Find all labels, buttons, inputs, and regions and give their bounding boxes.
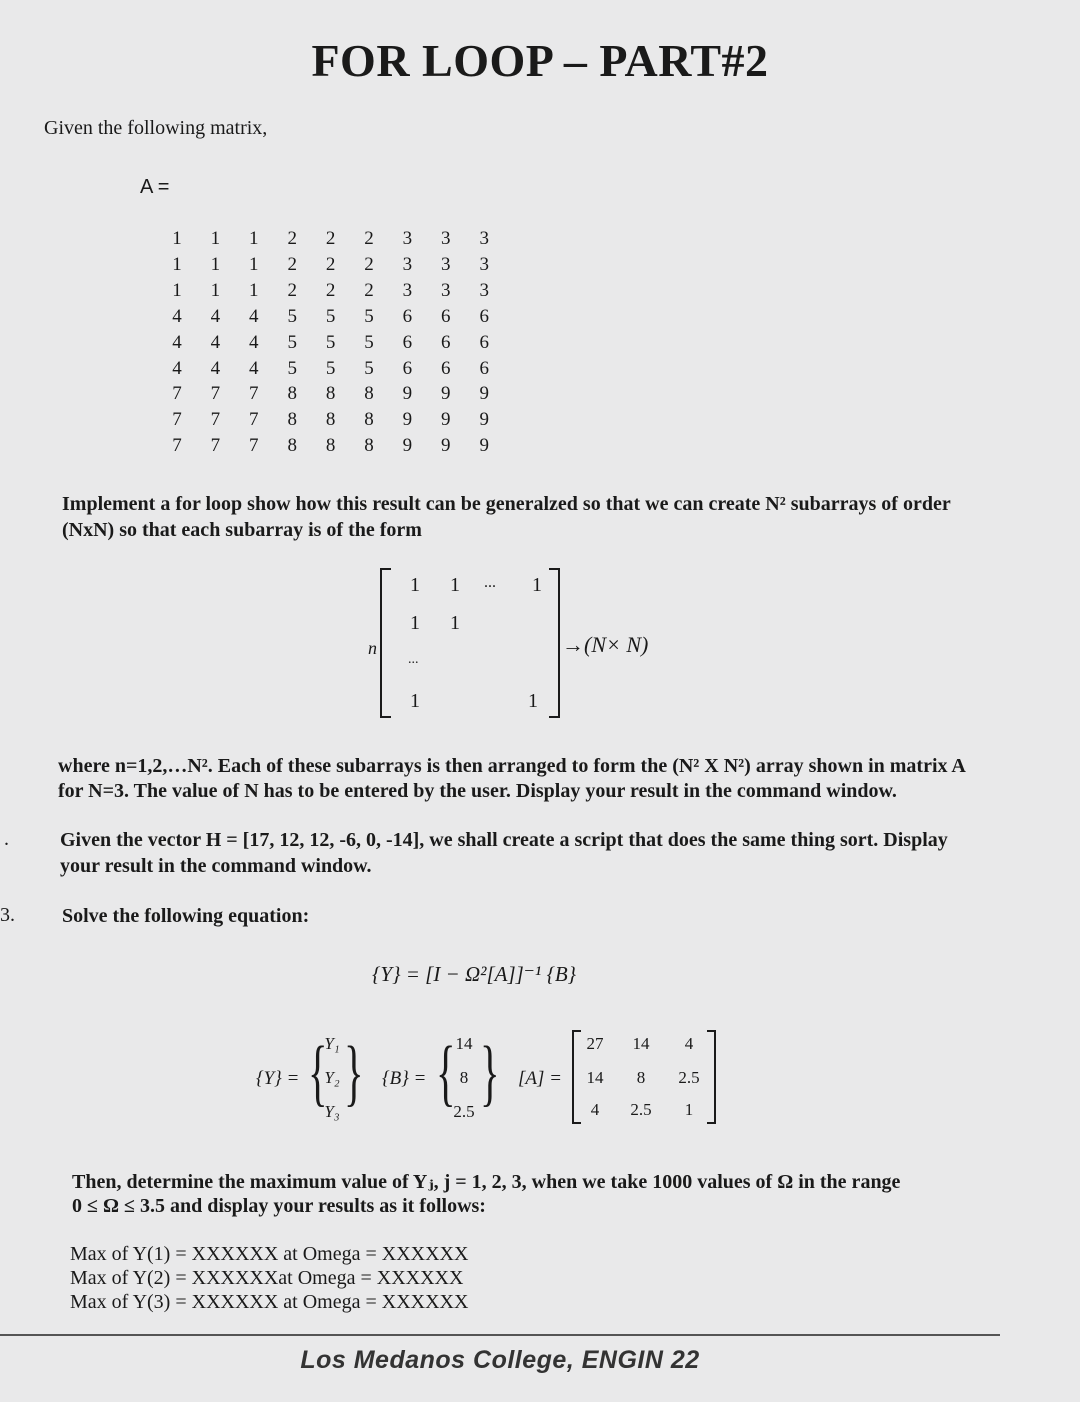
matrix-a-cell: 8 <box>364 383 374 405</box>
q1-line1: Implement a for loop show how this result can be generalzed so that we can create N² subarrays of order <box>62 493 951 515</box>
mat-a2-cell: 4 <box>590 1100 600 1119</box>
matrix-a-cell: 2 <box>364 228 374 249</box>
matrix-a-cell: 4 <box>249 305 259 327</box>
matrix-a-cell: 3 <box>441 253 451 275</box>
gen-cell: 1 <box>450 574 460 596</box>
vec-y-item: Y₁ <box>324 1034 340 1053</box>
q3-line1: Solve the following equation: <box>62 905 310 927</box>
matrix-a-cell: 6 <box>402 357 413 379</box>
matrix-a-cell: 8 <box>325 383 336 405</box>
gen-cell: 1 <box>532 574 542 596</box>
matrix-a-cell: 2 <box>287 228 297 249</box>
matrix-a-cell: 2 <box>325 253 336 275</box>
matrix-a-cell: 4 <box>172 331 182 353</box>
output-line-3: Max of Y(3) = XXXXXX at Omega = XXXXXX <box>70 1291 469 1313</box>
matrix-a-cell: 3 <box>402 228 413 249</box>
vec-b-item: 8 <box>459 1068 469 1087</box>
q3-number: 3. <box>0 904 15 926</box>
matrix-a-cell: 3 <box>441 279 451 301</box>
matrix-a-cell: 9 <box>441 409 451 431</box>
matrix-a-cell: 8 <box>364 409 374 431</box>
bracket-right <box>549 568 560 718</box>
matrix-a-cell: 8 <box>364 435 374 457</box>
matrix-a-cell: 5 <box>325 357 336 379</box>
matrix-a-cell: 1 <box>210 253 221 275</box>
gen-cell: 1 <box>528 690 538 712</box>
matrix-a-cell: 5 <box>287 305 297 327</box>
matrix-a-cell: 7 <box>210 409 221 431</box>
q2-number: . <box>4 828 9 850</box>
matrix-a-cell: 9 <box>402 435 413 457</box>
matrix-a-cell: 6 <box>479 357 489 379</box>
matrix-a-cell: 2 <box>364 253 374 275</box>
matrix-a-cell: 1 <box>249 253 259 275</box>
brace-right: } <box>343 1032 364 1114</box>
main-equation: {Y} = [I − Ω²[A]]⁻¹ {B} <box>372 962 577 986</box>
matrix-a-cell: 7 <box>249 383 259 405</box>
generic-subarray <box>380 568 560 718</box>
q1-line3: where n=1,2,…N². Each of these subarrays is then arranged to form the (N² X N²) array shown in matrix A <box>58 755 966 777</box>
matrix-a-cell: 7 <box>210 435 221 457</box>
q3-line2: Then, determine the maximum value of Yⱼ, j = 1, 2, 3, when we take 1000 values of Ω in the range <box>72 1171 901 1193</box>
matrix-a-cell: 6 <box>441 331 451 353</box>
gen-cell: 1 <box>410 612 420 634</box>
mat-a2 <box>572 1030 716 1124</box>
output-line-2: Max of Y(2) = XXXXXXat Omega = XXXXXX <box>70 1267 464 1289</box>
matrix-a-cell: 2 <box>325 279 336 301</box>
matrix-a-cell: 9 <box>402 383 413 405</box>
matrix-a-cell: 7 <box>249 435 259 457</box>
footer-divider <box>0 1334 1000 1336</box>
matrix-a-cell: 5 <box>364 305 374 327</box>
matrix-a-cell: 9 <box>479 383 489 405</box>
matrix-a-cell: 6 <box>402 305 413 327</box>
matrix-a-cell: 9 <box>441 435 451 457</box>
matrix-a-cell: 6 <box>441 305 451 327</box>
gen-cell: 1 <box>410 690 420 712</box>
matrix-a-cell: 1 <box>172 228 182 249</box>
mat-a2-cell: 4 <box>684 1034 694 1053</box>
matrix-a-cell: 4 <box>210 357 221 379</box>
matrix-a-cell: 5 <box>325 305 336 327</box>
q2-line1: Given the vector H = [17, 12, 12, -6, 0, -14], we shall create a script that does the same thing sort. Display <box>60 829 948 851</box>
matrix-a-cell: 7 <box>172 383 182 405</box>
matrix-a-cell: 5 <box>325 331 336 353</box>
matrix-a-cell: 8 <box>325 435 336 457</box>
matrix-a-cell: 5 <box>364 331 374 353</box>
mat-a2-cell: 14 <box>586 1068 604 1087</box>
matrix-a-cell: 2 <box>325 228 336 249</box>
brace-left: { <box>307 1032 328 1114</box>
matrix-a-cell: 7 <box>249 409 259 431</box>
matrix-a-cell: 9 <box>479 409 489 431</box>
mat-a2-cell: 27 <box>586 1034 604 1053</box>
matrix-a-cell: 6 <box>441 357 451 379</box>
matrix-a-cell: 8 <box>287 383 297 405</box>
matrix-a-cell: 3 <box>479 228 489 249</box>
matrix-a-cell: 6 <box>402 331 413 353</box>
matrix-a-cell: 5 <box>287 357 297 379</box>
matrix-a-cell: 1 <box>172 253 182 275</box>
matrix-a-cell: 7 <box>210 383 221 405</box>
matrix-a-cell: 3 <box>479 253 489 275</box>
gen-matrix-prefix: n <box>368 638 377 658</box>
matrix-a-cell: 4 <box>172 357 182 379</box>
q1-line4: for N=3. The value of N has to be entered by the user. Display your result in the command window. <box>58 780 897 802</box>
matrix-a-cell: 4 <box>210 331 221 353</box>
matrix-a-cell: 3 <box>402 279 413 301</box>
matrix-a-cell: 8 <box>287 409 297 431</box>
page-title: FOR LOOP – PART#2 <box>311 35 769 86</box>
matrix-a-cell: 5 <box>364 357 374 379</box>
matrix-a-cell: 1 <box>249 279 259 301</box>
vec-b <box>435 1030 500 1128</box>
matrix-a-cell: 2 <box>287 253 297 275</box>
bracket-left <box>380 568 391 718</box>
brace-left: { <box>435 1032 456 1114</box>
mat-a2-cell: 8 <box>636 1068 646 1087</box>
matrix-a-cell: 1 <box>249 228 259 249</box>
matrix-a-cell: 2 <box>287 279 297 301</box>
matrix-a-cell: 8 <box>325 409 336 431</box>
vec-b-item: 14 <box>455 1034 473 1053</box>
q3-line3: 0 ≤ Ω ≤ 3.5 and display your results as it follows: <box>72 1195 486 1217</box>
vec-b-item: 2.5 <box>453 1102 475 1121</box>
mat-a2-label: [A] = <box>518 1068 562 1089</box>
matrix-a-cell: 6 <box>479 331 489 353</box>
matrix-a-cell: 4 <box>249 331 259 353</box>
matrix-a-cell: 4 <box>172 305 182 327</box>
mat-a2-cell: 2.5 <box>678 1068 700 1087</box>
matrix-a-cell: 1 <box>210 228 221 249</box>
mat-a2-cell: 14 <box>632 1034 650 1053</box>
matrix-a-cell: 9 <box>479 435 489 457</box>
footer-text: Los Medanos College, ENGIN 22 <box>300 1346 700 1374</box>
mat-a2-cell: 2.5 <box>630 1100 652 1119</box>
matrix-a-cell: 4 <box>210 305 221 327</box>
gen-cell: 1 <box>410 574 420 596</box>
matrix-a-cell: 6 <box>479 305 489 327</box>
brace-right: } <box>479 1032 500 1114</box>
matrix-a-cell: 9 <box>402 409 413 431</box>
bracket-right <box>707 1030 716 1124</box>
vec-y-label: {Y} = <box>256 1068 300 1089</box>
matrix-a-label: A = <box>140 176 170 198</box>
matrix-a-cell: 5 <box>287 331 297 353</box>
matrix-a-cell: 9 <box>441 383 451 405</box>
matrix-a-cell: 2 <box>364 279 374 301</box>
matrix-a-cell: 3 <box>441 228 451 249</box>
gen-cell: 1 <box>450 612 460 634</box>
matrix-a-cell: 7 <box>172 435 182 457</box>
intro-text: Given the following matrix, <box>44 117 268 139</box>
mat-a2-cell: 1 <box>684 1100 694 1119</box>
vec-b-label: {B} = <box>382 1068 427 1089</box>
matrix-a-cell: 8 <box>287 435 297 457</box>
vec-y-item: Y₂ <box>324 1068 340 1087</box>
q2-line2: your result in the command window. <box>60 855 372 877</box>
matrix-a-cell: 3 <box>402 253 413 275</box>
gen-cell: ... <box>484 574 496 591</box>
matrix-a-cell: 1 <box>210 279 221 301</box>
gen-matrix-size: →(N× N) <box>562 632 649 657</box>
matrix-a-cell: 3 <box>479 279 489 301</box>
matrix-a-cell: 1 <box>172 279 182 301</box>
q1-line2: (NxN) so that each subarray is of the form <box>62 519 422 541</box>
vec-y <box>307 1030 364 1128</box>
output-line-1: Max of Y(1) = XXXXXX at Omega = XXXXXX <box>70 1243 469 1265</box>
matrix-a-cell: 7 <box>172 409 182 431</box>
matrix-a-cell: 4 <box>249 357 259 379</box>
gen-cell: ... <box>408 652 419 667</box>
vec-y-item: Y₃ <box>324 1102 340 1121</box>
